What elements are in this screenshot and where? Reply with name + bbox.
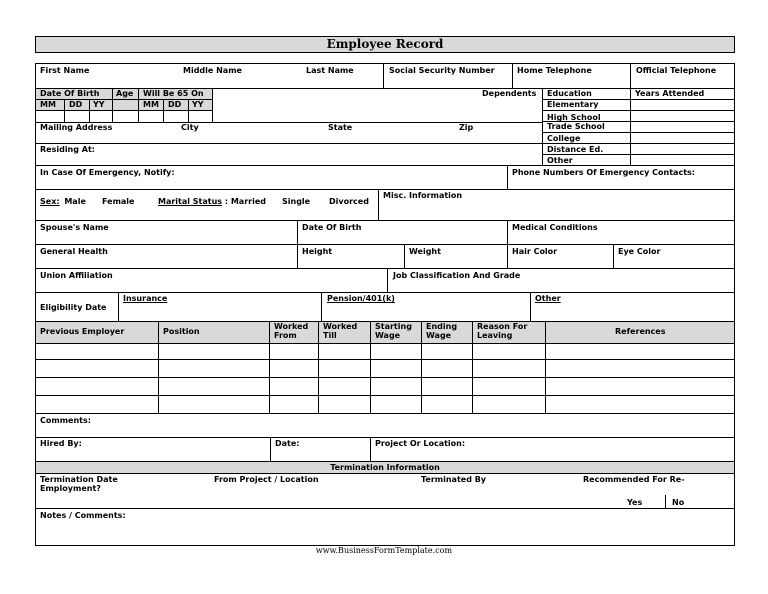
home-phone-field[interactable]: Home Telephone [517, 66, 592, 75]
middle-name-field[interactable]: Middle Name [183, 66, 242, 75]
termination-date-field[interactable]: Termination Date [40, 475, 118, 484]
ssn-field[interactable]: Social Security Number [389, 66, 495, 75]
union-affiliation-field[interactable]: Union Affiliation [40, 271, 113, 280]
recommended-rehire-label: Recommended For Re- [583, 475, 685, 484]
rehire-no-option[interactable]: No [672, 498, 685, 507]
residing-at-field[interactable]: Residing At: [40, 145, 95, 154]
will-be-65-label: Will Be 65 On [143, 89, 204, 98]
marital-married-option[interactable]: : Married [224, 197, 266, 206]
col-ending-wage: Ending Wage [426, 322, 458, 340]
marital-single-option[interactable]: Single [282, 197, 311, 206]
sex-label: Sex: [40, 197, 60, 206]
dependents-field[interactable]: Dependents [482, 89, 537, 98]
edu-other[interactable]: Other [547, 156, 573, 165]
col-worked-till: Worked Till [323, 322, 358, 340]
weight-field[interactable]: Weight [409, 247, 441, 256]
col-reason-leaving: Reason For Leaving [477, 322, 528, 340]
official-phone-field[interactable]: Official Telephone [636, 66, 717, 75]
edu-elementary[interactable]: Elementary [547, 100, 599, 109]
sex-male-option[interactable]: Male [64, 197, 86, 206]
dob-mm[interactable]: MM [40, 100, 56, 109]
edu-distance[interactable]: Distance Ed. [547, 145, 604, 154]
hired-date-field[interactable]: Date: [275, 439, 300, 448]
state-field[interactable]: State [328, 123, 353, 132]
termination-header: Termination Information [330, 463, 440, 472]
height-field[interactable]: Height [302, 247, 333, 256]
education-header: Education [547, 89, 592, 98]
sex-row [40, 197, 86, 206]
mailing-address-field[interactable]: Mailing Address [40, 123, 113, 132]
col-worked-from: Worked From [274, 322, 309, 340]
spouse-dob-field[interactable]: Date Of Birth [302, 223, 362, 232]
dob-dd[interactable]: DD [69, 100, 83, 109]
age-field[interactable]: Age [116, 89, 134, 98]
col-position: Position [163, 327, 200, 336]
other-benefit-field[interactable]: Other [535, 294, 561, 303]
zip-field[interactable]: Zip [459, 123, 474, 132]
notes-comments-field[interactable]: Notes / Comments: [40, 511, 126, 520]
termination-employment-label: Employment? [40, 484, 101, 493]
hired-by-field[interactable]: Hired By: [40, 439, 82, 448]
will-65-dd[interactable]: DD [168, 100, 182, 109]
marital-status-label: Marital Status [158, 197, 223, 206]
eye-color-field[interactable]: Eye Color [618, 247, 661, 256]
last-name-field[interactable]: Last Name [306, 66, 354, 75]
marital-row [158, 197, 266, 206]
misc-info-field[interactable]: Misc. Information [383, 191, 463, 200]
emergency-phones-field[interactable]: Phone Numbers Of Emergency Contacts: [512, 168, 695, 177]
dob-yy[interactable]: YY [93, 100, 105, 109]
will-65-yy[interactable]: YY [192, 100, 204, 109]
eligibility-date-field[interactable]: Eligibility Date [40, 303, 107, 312]
marital-divorced-option[interactable]: Divorced [329, 197, 369, 206]
city-field[interactable]: City [181, 123, 199, 132]
edu-trade-school[interactable]: Trade School [547, 122, 605, 131]
dob-label: Date Of Birth [40, 89, 100, 98]
job-classification-field[interactable]: Job Classification And Grade [393, 271, 521, 280]
project-location-field[interactable]: Project Or Location: [375, 439, 466, 448]
rehire-yes-option[interactable]: Yes [627, 498, 643, 507]
will-65-mm[interactable]: MM [143, 100, 159, 109]
comments-field[interactable]: Comments: [40, 416, 91, 425]
col-previous-employer: Previous Employer [40, 327, 125, 336]
pension-field[interactable]: Pension/401(k) [327, 294, 395, 303]
edu-high-school[interactable]: High School [547, 113, 601, 122]
hair-color-field[interactable]: Hair Color [512, 247, 558, 256]
general-health-field[interactable]: General Health [40, 247, 108, 256]
from-project-field[interactable]: From Project / Location [214, 475, 319, 484]
footer-url[interactable]: www.BusinessFormTemplate.com [315, 546, 453, 555]
emergency-notify-field[interactable]: In Case Of Emergency, Notify: [40, 168, 175, 177]
edu-college[interactable]: College [547, 134, 581, 143]
terminated-by-field[interactable]: Terminated By [421, 475, 487, 484]
medical-conditions-field[interactable]: Medical Conditions [512, 223, 598, 232]
first-name-field[interactable]: First Name [40, 66, 90, 75]
years-attended-header: Years Attended [635, 89, 705, 98]
col-starting-wage: Starting Wage [375, 322, 412, 340]
insurance-field[interactable]: Insurance [123, 294, 168, 303]
spouse-name-field[interactable]: Spouse's Name [40, 223, 109, 232]
page-title: Employee Record [35, 36, 735, 53]
sex-female-option[interactable]: Female [102, 197, 135, 206]
col-references: References [615, 327, 666, 336]
